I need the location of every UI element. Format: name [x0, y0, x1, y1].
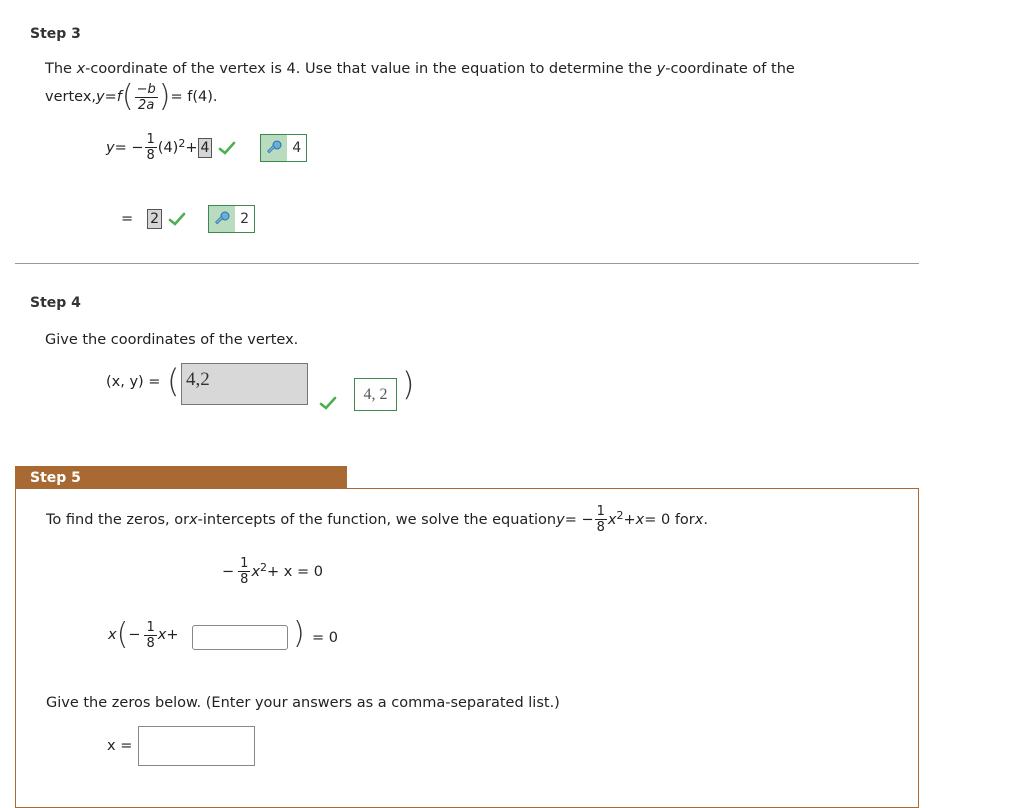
- frac-num: −b: [136, 81, 156, 97]
- eq1-answer-box[interactable]: 4: [198, 138, 213, 158]
- eq2-eq: =: [121, 211, 134, 227]
- step3-intro-c: -coordinate of the: [665, 61, 795, 77]
- step5-eq1-x: x: [251, 563, 261, 580]
- step3-line2-a: vertex,: [45, 89, 97, 105]
- step3-line2-eq: =: [104, 89, 117, 105]
- step5-title: Step 5: [15, 466, 347, 489]
- step5-intro-x4: x: [694, 511, 704, 528]
- step5-intro-b: -intercepts of the function, we solve the equation: [197, 511, 557, 528]
- step5-eq1-rest: + x = 0: [267, 563, 323, 580]
- step5-eq2-plus: +: [166, 627, 179, 643]
- eq1-y: y: [106, 139, 115, 156]
- step3-intro-y: y: [656, 61, 666, 77]
- eq1-frac-num: 1: [146, 132, 155, 147]
- step3-intro-a: The: [45, 61, 77, 77]
- step5-intro-c: = −: [564, 511, 594, 528]
- step5-frac-num: 1: [596, 504, 605, 519]
- step5-equation-2: [108, 617, 179, 652]
- eq2-key-value: 2: [240, 211, 249, 227]
- step5-eq1-frac-num: 1: [240, 556, 249, 571]
- vertex-answer-input[interactable]: 4,2: [181, 363, 308, 405]
- step5-eq2-frac-num: 1: [146, 619, 155, 635]
- step5-intro-d: +: [623, 511, 636, 528]
- step4-prompt: Give the coordinates of the vertex.: [45, 332, 299, 348]
- step3-equation-2: [121, 205, 255, 233]
- step5-eq2-frac-den: 8: [146, 635, 155, 651]
- right-paren: ): [293, 616, 305, 651]
- step3-intro-x: x: [76, 61, 86, 77]
- step5-eq2-x2: x: [157, 627, 167, 643]
- eq1-key-value: 4: [292, 139, 302, 156]
- frac-den: 2a: [138, 97, 155, 113]
- step5-intro-x: x: [189, 511, 198, 528]
- check-icon: [319, 396, 337, 410]
- step5-eq2-x: x: [108, 627, 117, 643]
- step5-intro: [46, 505, 708, 534]
- step4-close-paren: ): [402, 365, 415, 403]
- step5-equation-1: [222, 557, 323, 586]
- step3-equation-1: [106, 133, 307, 162]
- step3-line2-f: f: [116, 89, 122, 105]
- step5-eq1-minus: −: [222, 563, 235, 580]
- step4-title: Step 4: [30, 295, 81, 311]
- step3-intro: [45, 61, 795, 77]
- zeros-prompt: Give the zeros below. (Enter your answers as a comma-separated list.): [46, 695, 560, 711]
- eq1-mid: (4): [157, 139, 179, 156]
- step3-vertex-line: [45, 79, 218, 114]
- step5-intro-f: .: [703, 511, 708, 528]
- step3-line2-end: = f(4).: [170, 89, 218, 105]
- check-icon: [218, 141, 236, 155]
- step5-eq2-end: = 0: [312, 630, 338, 646]
- right-paren: ): [158, 79, 171, 114]
- step5-eq1-exp: 2: [260, 561, 268, 574]
- step5-eq2-minus: −: [128, 627, 141, 643]
- vertex-key-answer[interactable]: 4, 2: [354, 378, 397, 411]
- x-label: x =: [107, 738, 133, 754]
- step5-frac-den: 8: [596, 520, 605, 535]
- step5-intro-x3: x: [635, 511, 645, 528]
- eq2-key-answer[interactable]: [208, 205, 255, 233]
- step5-intro-y: y: [556, 511, 565, 528]
- eq1-eq: = −: [114, 139, 144, 156]
- step4-open-paren: (: [167, 362, 180, 400]
- eq1-frac-den: 8: [146, 148, 155, 163]
- left-paren: (: [121, 79, 134, 114]
- step3-intro-b: -coordinate of the vertex is 4. Use that value in the equation to determine the: [85, 61, 657, 77]
- key-icon: [261, 135, 287, 161]
- neg-b-over-2a-fraction: [135, 83, 158, 112]
- step4-label: (x, y) =: [106, 374, 161, 390]
- one-eighth-fraction: [145, 133, 157, 162]
- eq1-exp: 2: [178, 137, 186, 150]
- factor-input[interactable]: [192, 625, 288, 650]
- eq2-answer-box[interactable]: 2: [147, 209, 162, 229]
- step5-eq1-frac-den: 8: [240, 572, 249, 587]
- step3-line2-y: y: [96, 89, 105, 105]
- left-paren: (: [116, 617, 129, 652]
- zeros-input[interactable]: [138, 726, 255, 766]
- check-icon: [168, 212, 186, 226]
- step3-title: Step 3: [30, 26, 81, 42]
- eq1-key-answer[interactable]: [260, 134, 307, 162]
- step5-intro-a: To find the zeros, or: [46, 511, 190, 528]
- one-eighth-fraction: [144, 621, 156, 650]
- key-icon: [209, 206, 235, 232]
- step5-intro-exp: 2: [616, 509, 624, 522]
- one-eighth-fraction: [238, 557, 250, 586]
- divider: [15, 263, 919, 264]
- step5-intro-x2: x: [607, 511, 617, 528]
- one-eighth-fraction: [595, 505, 607, 534]
- eq1-plus: +: [185, 139, 198, 156]
- step5-intro-e: = 0 for: [644, 511, 695, 528]
